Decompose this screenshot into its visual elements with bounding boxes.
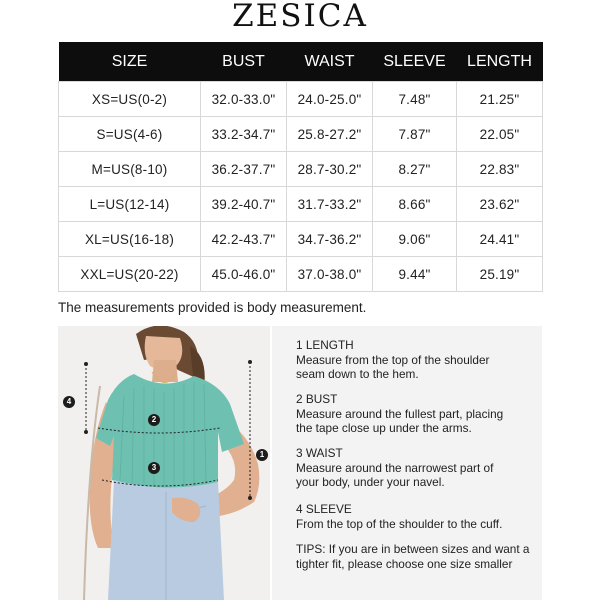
size-chart-table	[58, 42, 543, 292]
guide-length-text-1: Measure from the top of the shoulder	[296, 352, 490, 367]
cell-waist: 28.7-30.2"	[287, 152, 373, 187]
cell-length: 21.25"	[457, 82, 543, 117]
header-size: SIZE	[59, 42, 201, 82]
guide-waist-text-1: Measure around the narrowest part of	[296, 460, 494, 475]
tips-text-2: fit, please choose one size smaller	[332, 556, 513, 571]
model-photo	[58, 326, 270, 600]
table-row	[59, 82, 543, 117]
measure-badge-2: 2	[148, 414, 160, 426]
header-waist: WAIST	[287, 42, 373, 82]
guide-waist	[296, 446, 493, 490]
guide-length-title: 1 LENGTH	[296, 338, 354, 352]
measurement-guide-panel	[272, 326, 542, 600]
table-row	[59, 257, 543, 292]
cell-length: 23.62"	[457, 187, 543, 222]
cell-length: 22.83"	[457, 152, 543, 187]
cell-sleeve: 7.48"	[373, 82, 457, 117]
guide-waist-text-2: your body, under your navel.	[296, 475, 445, 489]
brand-logo: ZESICA	[232, 0, 368, 34]
guide-bust-text-2: the tape close up under the arms.	[296, 421, 472, 435]
cell-bust: 32.0-33.0"	[201, 82, 287, 117]
cell-length: 22.05"	[457, 117, 543, 152]
cell-bust: 33.2-34.7"	[201, 117, 287, 152]
cell-size: XL=US(16-18)	[59, 222, 201, 257]
guide-length	[296, 338, 489, 382]
tips-text-1: If you are in between sizes and want a tighter	[296, 542, 530, 571]
cell-sleeve: 8.66"	[373, 187, 457, 222]
table-row	[59, 187, 543, 222]
header-sleeve: SLEEVE	[373, 42, 457, 82]
guide-sleeve-text-1: From the top of the shoulder to the cuff.	[296, 516, 503, 531]
cell-sleeve: 9.44"	[373, 257, 457, 292]
cell-bust: 39.2-40.7"	[201, 187, 287, 222]
cell-length: 24.41"	[457, 222, 543, 257]
cell-waist: 31.7-33.2"	[287, 187, 373, 222]
cell-size: M=US(8-10)	[59, 152, 201, 187]
table-row	[59, 152, 543, 187]
measure-badge-1: 1	[256, 449, 268, 461]
cell-size: S=US(4-6)	[59, 117, 201, 152]
guide-tips	[296, 542, 542, 571]
cell-sleeve: 8.27"	[373, 152, 457, 187]
measure-badge-3: 3	[148, 462, 160, 474]
cell-waist: 24.0-25.0"	[287, 82, 373, 117]
cell-bust: 42.2-43.7"	[201, 222, 287, 257]
guide-bust	[296, 392, 503, 436]
guide-bust-text-1: Measure around the fullest part, placing	[296, 406, 504, 421]
cell-sleeve: 7.87"	[373, 117, 457, 152]
table-row	[59, 222, 543, 257]
header-bust: BUST	[201, 42, 287, 82]
cell-length: 25.19"	[457, 257, 543, 292]
cell-waist: 34.7-36.2"	[287, 222, 373, 257]
model-illustration	[58, 326, 270, 600]
table-row	[59, 117, 543, 152]
guide-waist-title: 3 WAIST	[296, 446, 343, 460]
guide-length-text-2: seam down to the hem.	[296, 367, 419, 381]
cell-waist: 37.0-38.0"	[287, 257, 373, 292]
cell-bust: 36.2-37.7"	[201, 152, 287, 187]
cell-bust: 45.0-46.0"	[201, 257, 287, 292]
guide-sleeve-title: 4 SLEEVE	[296, 502, 352, 516]
cell-sleeve: 9.06"	[373, 222, 457, 257]
guide-bust-title: 2 BUST	[296, 392, 338, 406]
cell-size: XXL=US(20-22)	[59, 257, 201, 292]
tips-title: TIPS:	[296, 542, 326, 556]
cell-size: XS=US(0-2)	[59, 82, 201, 117]
header-length: LENGTH	[457, 42, 543, 82]
cell-waist: 25.8-27.2"	[287, 117, 373, 152]
measure-badge-4: 4	[63, 396, 75, 408]
cell-size: L=US(12-14)	[59, 187, 201, 222]
guide-sleeve	[296, 502, 502, 531]
measurement-note: The measurements provided is body measurement.	[58, 300, 367, 315]
table-header-row	[59, 42, 543, 82]
